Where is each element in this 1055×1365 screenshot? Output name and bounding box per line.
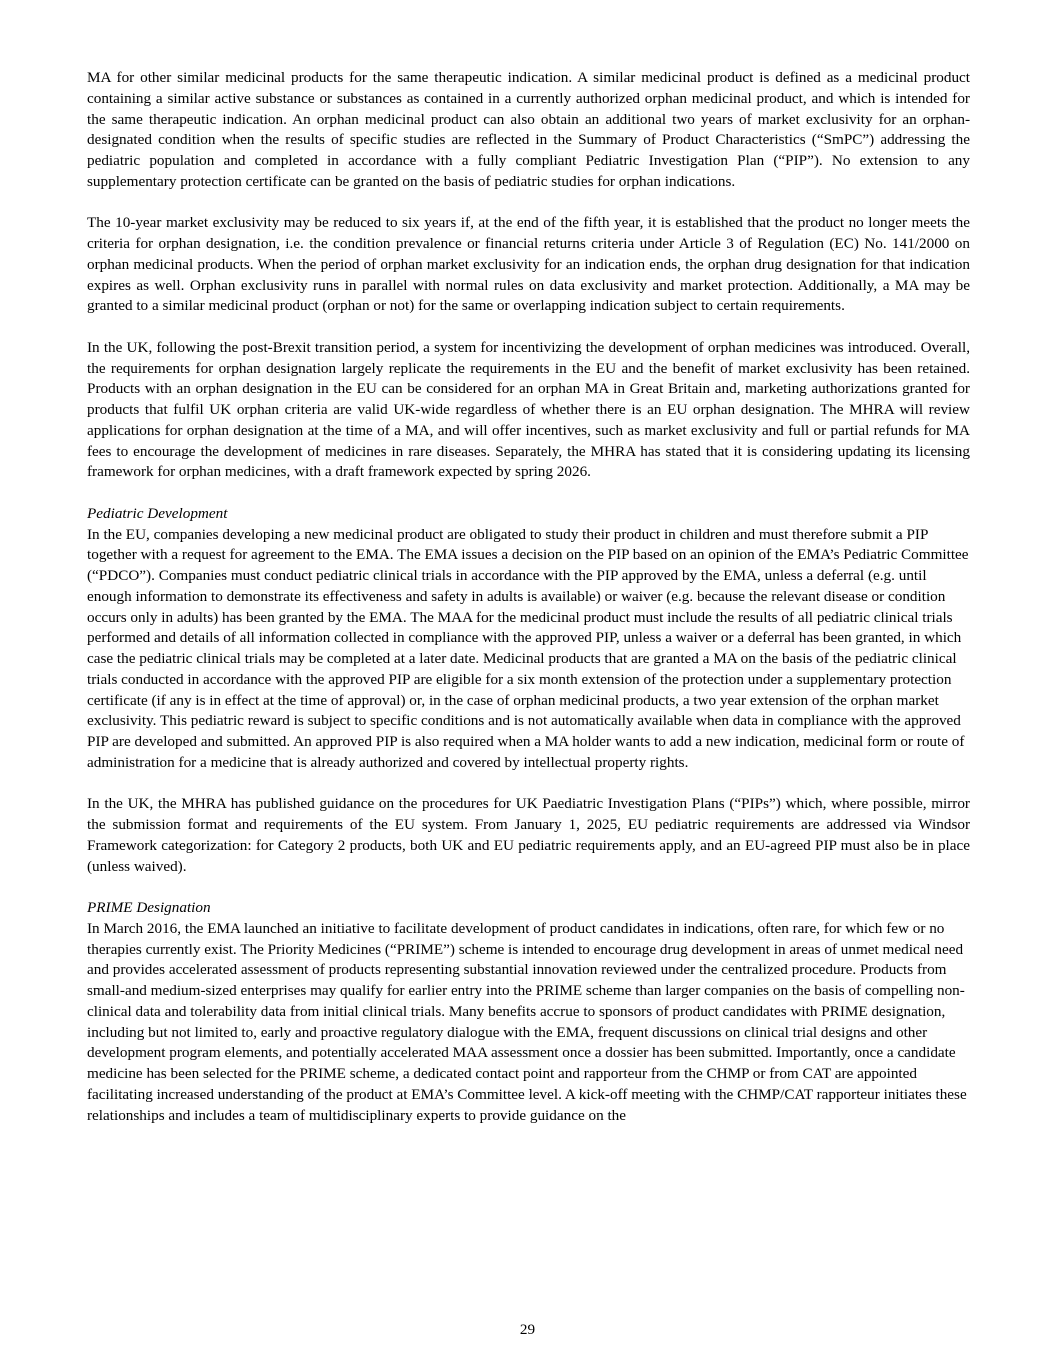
- paragraph-gap: [87, 483, 970, 504]
- paragraph-pediatric-uk: In the UK, the MHRA has published guidance on the procedures for UK Paediatric Investigation Plans (“PIPs”) which, where possible, mirror the submission format and requirements of the EU system. From January 1, 2025, EU pediatric requirements are addressed via Windsor Framework categorization: for Category 2 products, both UK and EU pediatric requirements apply, and an EU-agreed PIP must also be in place (unless waived).: [87, 795, 970, 875]
- paragraph-gap: [87, 317, 970, 338]
- paragraph-orphan-exclusivity: The 10-year market exclusivity may be reduced to six years if, at the end of the fifth year, it is established that the product no longer meets the criteria for orphan designation, i.e. the condition prevalence or financial returns criteria under Article 3 of Regulation (EC) No. 141/2000 on orphan medicinal products. When the period of orphan market exclusivity for an indication ends, the orphan drug designation for that indication expires as well. Orphan exclusivity runs in parallel with normal rules on data exclusivity and market protection. Additionally, a MA may be granted to a similar medicinal product (orphan or not) for the same or overlapping indication subject to certain requirements.: [87, 214, 970, 315]
- paragraph-gap: [87, 193, 970, 214]
- paragraph-gap: [87, 774, 970, 795]
- paragraph-uk-orphan: In the UK, following the post-Brexit transition period, a system for incentivizing the development of orphan medicines was introduced. Overall, the requirements for orphan designation largely replicate the requirements in the EU and the benefit of market exclusivity has been retained. Products with an orphan designation in the EU can be considered for an orphan MA in Great Britain and, marketing authorizations granted for products that fulfil UK orphan criteria are valid UK-wide regardless of whether there is an EU orphan designation. The MHRA will review applications for orphan designation at the time of a MA, and will offer incentives, such as market exclusivity and full or partial refunds for MA fees to encourage the development of medicines in rare diseases. Separately, the MHRA has stated that it is considering updating its licensing framework for orphan medicines, with a draft framework expected by spring 2026.: [87, 338, 970, 481]
- section-heading-pediatric: Pediatric Development: [87, 504, 228, 522]
- paragraph-prime: In March 2016, the EMA launched an initiative to facilitate development of product candidates in indications, often rare, for which few or no therapies currently exist. The Priority Medicines (“PRIME”) scheme is intended to encourage drug development in areas of unmet medical need and provides accelerated assessment of products representing substantial innovation reviewed under the centralized procedure. Products from small-and medium-sized enterprises may qualify for earlier entry into the PRIME scheme than larger companies on the basis of compelling non-clinical data and tolerability data from initial clinical trials. Many benefits accrue to sponsors of product candidates with PRIME designation, including but not limited to, early and proactive regulatory dialogue with the EMA, frequent discussions on clinical trial designs and other development program elements, and potentially accelerated MAA assessment once a dossier has been submitted. Importantly, once a candidate medicine has been selected for the PRIME scheme, a dedicated contact point and rapporteur from the CHMP or from CAT are appointed facilitating increased understanding of the product at EMA’s Committee level. A kick-off meeting with the CHMP/CAT rapporteur initiates these relationships and includes a team of multidisciplinary experts to provide guidance on the: [87, 919, 967, 1124]
- section-heading-prime: PRIME Designation: [87, 899, 211, 916]
- paragraph-orphan-continuation: MA for other similar medicinal products for the same therapeutic indication. A similar medicinal product is defined as a medicinal product containing a similar active substance or substances as contained in a currently authorized orphan medicinal product, and which is intended for the same therapeutic indication. An orphan medicinal product can also obtain an additional two years of market exclusivity for an orphan-designated condition when the results of specific studies are reflected in the Summary of Product Characteristics (“SmPC”) addressing the pediatric population and completed in accordance with a fully compliant Pediatric Investigation Plan (“PIP”). No extension to any supplementary protection certificate can be granted on the basis of pediatric studies for orphan indications.: [87, 69, 970, 190]
- page-number: 29: [519, 1321, 536, 1338]
- paragraph-gap: [87, 877, 970, 898]
- paragraph-pediatric-eu: In the EU, companies developing a new medicinal product are obligated to study their product in children and must therefore submit a PIP together with a request for agreement to the EMA. The EMA issues a decision on the PIP based on an opinion of the EMA’s Pediatric Committee (“PDCO”). Companies must conduct pediatric clinical trials in accordance with the PIP approved by the EMA, unless a deferral (e.g. until enough information to demonstrate its effectiveness and safety in adults is available) or waiver (e.g. because the relevant disease or condition occurs only in adults) has been granted by the EMA. The MAA for the medicinal product must include the results of all pediatric clinical trials performed and details of all information collected in compliance with the approved PIP, unless a waiver or a deferral has been granted, in which case the pediatric clinical trials may be completed at a later date. Medicinal products that are granted a MA on the basis of the pediatric clinical trials conducted in accordance with the approved PIP are eligible for a six month extension of the protection under a supplementary protection certificate (if any is in effect at the time of approval) or, in the case of orphan medicinal products, a two year extension of the orphan market exclusivity. This pediatric reward is subject to specific conditions and is not automatically available when data in compliance with the approved PIP are developed and submitted. An approved PIP is also required when a MA holder wants to add a new indication, medicinal form or route of administration for a medicine that is already authorized and covered by intellectual property rights.: [87, 525, 969, 771]
- document-page: [87, 68, 970, 1126]
